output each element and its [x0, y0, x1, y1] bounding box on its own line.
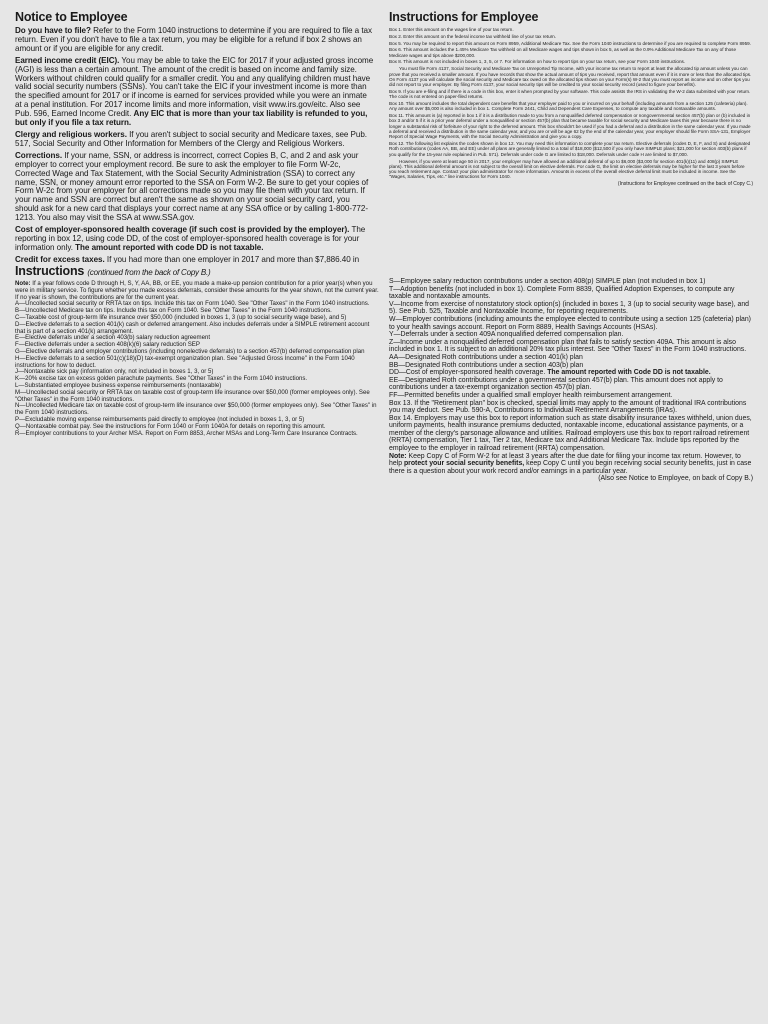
- clergy-heading: Clergy and religious workers.: [15, 129, 127, 139]
- box1-text: Box 1. Enter this amount on the wages line of your tax return.: [389, 27, 514, 32]
- excess-text: If you had more than one employer in 2017 and more than $7,886.40 in: [106, 254, 360, 263]
- notice-title: Notice to Employee: [15, 10, 128, 24]
- code-item: Y—Deferrals under a section 409A nonqualified deferred compensation plan.: [389, 331, 624, 339]
- box12-codes-right-section: [389, 278, 753, 514]
- code-item-ff: FF—Permitted benefits under a qualified small employer health reimbursement arrangement.: [389, 391, 673, 399]
- code-item-ee: EE—Designated Roth contributions under a governmental section 457(b) plan. This amount does not apply to contributions under a tax-exempt organization section 457(b) plan.: [389, 376, 723, 392]
- box13-text: Box 13. If the "Retirement plan" box is checked, special limits may apply to the amount of traditional IRA contributions you may deduct. See Pub. 590-A, Contributions to Individual Retirement Arrangements (IRAs).: [389, 399, 747, 415]
- code-item: T—Adoption benefits (not included in box 1). Complete Form 8839, Qualified Adoption Expenses, to compute any taxable and nontaxable amounts.: [389, 285, 735, 301]
- code-dd-bold: The amount reported with Code DD is not taxable.: [547, 369, 711, 377]
- file-text: Refer to the Form 1040 instructions to determine if you are required to file a tax return. Even if you don't have to file a tax return, you may be eligible for a refund if box 2 shows an amount or if you are eligible for any credit.: [15, 26, 372, 53]
- corrections-heading: Corrections.: [15, 150, 63, 160]
- box12-codes-left-section: [15, 264, 380, 514]
- cost-bold-text: The amount reported with code DD is not taxable.: [75, 242, 264, 252]
- keep-copy-note: [389, 453, 753, 476]
- keep-note-bold: protect your social security benefits,: [403, 460, 525, 468]
- code-item: V—Income from exercise of nonstatutory stock option(s) (included in boxes 1, 3 (up to social security wage base), and 5). See Pub. 525, Taxable and Nontaxable Income, for reporting requirements.: [389, 300, 750, 316]
- code-item: C—Taxable cost of group-term life insurance over $50,000 (included in boxes 1, 3 (up to social security wage base), and 5): [15, 313, 347, 321]
- box8-continued-text: You must file Form 4137, Social Security and Medicare Tax on Unreported Tip Income, with your income tax return to report at least the allocated tip amount unless you can prove that you received a smaller amount. If you have records that show the actual amount of tips you received, report that amount even if it is more or less than the allocated tips. On Form 4137 you will calculate the social security and Medicare tax owed on the allocated tips shown on your Form(s) W-2 that you must report as income and on other tips you did not report to your employer. By filing Form 4137, your social security tips will be credited to your social security record (used to figure your benefits).: [389, 66, 752, 88]
- clergy-text: If you aren't subject to social security and Medicare taxes, see Pub. 517, Social Security and Other Information for Members of the Clergy and Religious Workers.: [15, 129, 367, 148]
- eic-bold-text: Any EIC that is more than your tax liability is refunded to you, but only if you file a tax return.: [15, 109, 368, 128]
- code-item: G—Elective deferrals and employer contributions (including nonelective deferrals) to a section 457(b) deferred compensation plan: [15, 347, 365, 355]
- code-item: S—Employee salary reduction contributions under a section 408(p) SIMPLE plan (not included in box 1): [389, 278, 706, 285]
- cost-heading: Cost of employer-sponsored health coverage (if such cost is provided by the employer).: [15, 225, 350, 235]
- code-item: P—Excludable moving expense reimbursements paid directly to employee (not included in boxes 1, 3, or 5): [15, 415, 305, 423]
- codes-title-note: (continued from the back of Copy B.): [87, 268, 211, 277]
- box9-text: Box 9. If you are e-filing and if there is a code in this box, enter it when prompted by your software. This code assists the IRS in validating the W-2 data submitted with your return. The code is not entered on paper-filed returns.: [389, 88, 751, 100]
- codes-note-paragraph: [15, 281, 380, 301]
- codes-note-heading: Note:: [15, 280, 31, 287]
- continued-note: (Instructions for Employee continued on the back of Copy C.): [617, 181, 753, 188]
- codes-title: [15, 264, 380, 278]
- code-item: B—Uncollected Medicare tax on tips. Include this tax on Form 1040. See "Other Taxes" in the Form 1040 instructions.: [15, 307, 332, 315]
- eic-heading: Earned income credit (EIC).: [15, 55, 120, 65]
- box10-text: Box 10. This amount includes the total dependent care benefits that your employer paid to you or incurred on your behalf (including amounts from a section 125 (cafeteria) plan). Any amount over $5,000 is also included in box 1. Complete Form 2441, Child and Dependent Care Expenses, to compute any taxable and nontaxable amounts.: [389, 101, 748, 112]
- code-item: L—Substantiated employee business expense reimbursements (nontaxable): [15, 381, 222, 389]
- corrections-paragraph: [15, 152, 375, 223]
- code-item: D—Elective deferrals to a section 401(k) cash or deferred arrangement. Also includes deferrals under a SIMPLE retirement account that is part of a section 401(k) arrangement.: [15, 320, 370, 335]
- eic-text: You may be able to take the EIC for 2017 if your adjusted gross income (AGI) is less than a certain amount. The amount of the credit is based on income and family size. Workers without children could qualify for a smaller credit. You and any qualifying children must have valid social security numbers (SSNs). You can't take the EIC if your investment income is more than the specified amount for 2017 or if income is earned for services provided while you were an inmate at a penal institution. For 2017 income limits and more information, visit www.irs.gov/eitc. Also see Pub. 596, Earned Income Credit.: [15, 55, 374, 119]
- code-item: E—Elective deferrals under a section 403(b) salary reduction agreement: [15, 334, 211, 342]
- box2-text: Box 2. Enter this amount on the federal income tax withheld line of your tax return.: [389, 33, 556, 39]
- code-item: BB—Designated Roth contributions under a section 403(b) plan: [389, 361, 584, 369]
- excess-heading: Credit for excess taxes.: [15, 254, 105, 263]
- box12-text: Box 12. The following list explains the codes shown in box 12. You may need this information to complete your tax return. Elective deferrals (codes D, E, F, and S) and designated Roth contributions (codes AA, BB, and EE) under all plans are generally limited to a total of $18,000 ($12,500 if you only have SIMPLE plans; $21,000 for section 403(b) plans if you qualify for the 15-year rule explained in Pub. 571). Deferrals under code G are limited to $18,000. Deferrals under code H are limited to $7,000.: [389, 141, 751, 157]
- file-paragraph: [15, 27, 375, 54]
- box11-text: Box 11. This amount is (a) reported in box 1 if it is a distribution made to you from a nonqualified deferred compensation or nongovernmental section 457(b) plan or (b) included in box 3 and/or 5 if it is a prior year deferral under a nonqualified or section 457(b) plan that became taxable for social security and Medicare taxes this year because there is no longer a substantial risk of forfeiture of your right to the deferred amount. This box shouldn't be used if you had a deferral and a distribution in the same calendar year. If you made a deferral and received a distribution in the same calendar year, and you are or will be age 62 by the end of the calendar year, your employer should file Form SSA-131, Employer Report of Special Wage Payments, with the Social Security Administration and give you a copy.: [389, 113, 751, 140]
- codes-title-text: Instructions: [15, 264, 85, 278]
- keep-note-heading: Note:: [389, 452, 407, 460]
- box6-text: Box 6. This amount includes the 1.45% Medicare Tax withheld on all Medicare wages and tips shown in box 5, as well as the 0.9% Additional Medicare Tax on any of those Medicare wages and tips above $200,000.: [389, 47, 737, 58]
- eic-paragraph: [15, 57, 375, 128]
- code-item: W—Employer contributions (including amounts the employee elected to contribute using a section 125 (cafeteria) plan) to your health savings account. Report on Form 8889, Health Savings Accounts (HSAs).: [389, 315, 751, 331]
- instructions-title: Instructions for Employee: [389, 10, 539, 24]
- code-item: F—Elective deferrals under a section 408(k)(6) salary reduction SEP: [15, 341, 200, 349]
- code-item: Z—Income under a nonqualified deferred compensation plan that fails to satisfy section 409A. This amount is also included in box 1. It is subject to an additional 20% tax plus interest. See "Other Taxes" in the Form 1040 instructions.: [389, 338, 747, 354]
- code-item-dd: [389, 369, 753, 377]
- cost-text: The reporting in box 12, using code DD, of the cost of employer-sponsored health coverage is for your information only.: [15, 225, 366, 252]
- box5-text: Box 5. You may be required to report this amount on Form 8959, Additional Medicare Tax. See the Form 1040 instructions to determine if you are required to complete Form 8959.: [389, 40, 751, 46]
- also-see-note: (Also see Notice to Employee, on back of Copy B.): [598, 475, 753, 483]
- cost-paragraph: [15, 226, 375, 253]
- code-item: N—Uncollected Medicare tax on taxable cost of group-term life insurance over $50,000 (former employees only). See "Other Taxes" in the Form 1040 instructions.: [15, 402, 377, 417]
- code-item: AA—Designated Roth contributions under a section 401(k) plan: [389, 353, 583, 361]
- box14-text: Box 14. Employers may use this box to report information such as state disability insurance taxes withheld, union dues, uniform payments, health insurance premiums deducted, nontaxable income, educational assistance payments, or a member of the clergy's parsonage allowance and utilities. Railroad employers use this box to report railroad retirement (RRTA) compensation, Tier 1 tax, Tier 2 tax, Medicare tax and Additional Medicare Tax. Include tips reported by the employee to the employer in railroad retirement (RRTA) compensation.: [389, 414, 752, 453]
- code-item: R—Employer contributions to your Archer MSA. Report on Form 8853, Archer MSAs and Long-Term Care Insurance Contracts.: [15, 429, 358, 437]
- clergy-paragraph: [15, 131, 375, 149]
- instructions-for-employee-section: [389, 10, 753, 257]
- corrections-text: If your name, SSN, or address is incorrect, correct Copies B, C, and 2 and ask your employer to correct your employment record. Be sure to ask the employer to file Form W-2c, Corrected Wage and Tax Statement, with the Social Security Administration (SSA) to correct any name, SSN, or money amount error reported to the SSA on Form W-2. Be sure to get your copies of Form W-2c from your employer for all corrections made so you may file them with your tax return. If your name and SSN are correct but aren't the same as shown on your social security card, you should ask for a new card that displays your correct name at any SSA office or by calling 1-800-772-1213. You also may visit the SSA at www.SSA.gov.: [15, 150, 369, 223]
- code-item: M—Uncollected social security or RRTA tax on taxable cost of group-term life insurance over $50,000 (former employees only). See "Other Taxes" in the Form 1040 instructions.: [15, 388, 370, 403]
- excess-paragraph: [15, 256, 375, 263]
- keep-note-text1: Keep Copy C of Form W-2 for at least 3 years after the due date for filing your income tax return. However, to help: [389, 452, 741, 468]
- code-dd-text: DD—Cost of employer-sponsored health coverage.: [389, 369, 546, 377]
- codes-note-text: If a year follows code D through H, S, Y, AA, BB, or EE, you made a make-up pension contribution for a prior year(s) when you were in military service. To figure whether you made excess deferrals, consider these amounts for the year shown, not the current year. If no year is shown, the contributions are for the current year.: [15, 280, 379, 301]
- notice-to-employee-section: [15, 10, 375, 263]
- file-heading: Do you have to file?: [15, 26, 91, 35]
- code-item: Q—Nontaxable combat pay. See the instructions for Form 1040 or Form 1040A for details on reporting this amount.: [15, 422, 326, 430]
- box8-text: Box 8. This amount is not included in boxes 1, 3, 5, or 7. For information on how to report tips on your tax return, see your Form 1040 instructions.: [389, 59, 686, 65]
- code-item: K—20% excise tax on excess golden parachute payments. See "Other Taxes" in the Form 1040 instructions.: [15, 375, 308, 383]
- keep-note-text2: keep Copy C until you begin receiving social security benefits, just in case there is a question about your work record and/or earnings in a particular year.: [389, 460, 752, 475]
- code-item: J—Nontaxable sick pay (information only, not included in boxes 1, 3, or 5): [15, 368, 214, 376]
- code-item: A—Uncollected social security or RRTA tax on tips. Include this tax on Form 1040. See "Other Taxes" in the Form 1040 instructions.: [15, 300, 370, 308]
- code-item: H—Elective deferrals to a section 501(c)(18)(D) tax-exempt organization plan. See "Adjusted Gross Income" in the Form 1040 instructions for how to deduct.: [15, 354, 355, 369]
- box12-continued-text: However, if you were at least age 50 in 2017, your employer may have allowed an additional deferral of up to $6,000 ($3,000 for section 401(k)(11) and 408(p) SIMPLE plans). This additional deferral amount is not subject to the overall limit on elective deferrals. For code G, the limit on elective deferrals may be higher for the last 3 years before you reach retirement age. Contact your plan administrator for more information. Amounts in excess of the overall elective deferral limit must be included in income. See the "Wages, Salaries, Tips, etc." line instructions for Form 1040.: [389, 158, 745, 180]
